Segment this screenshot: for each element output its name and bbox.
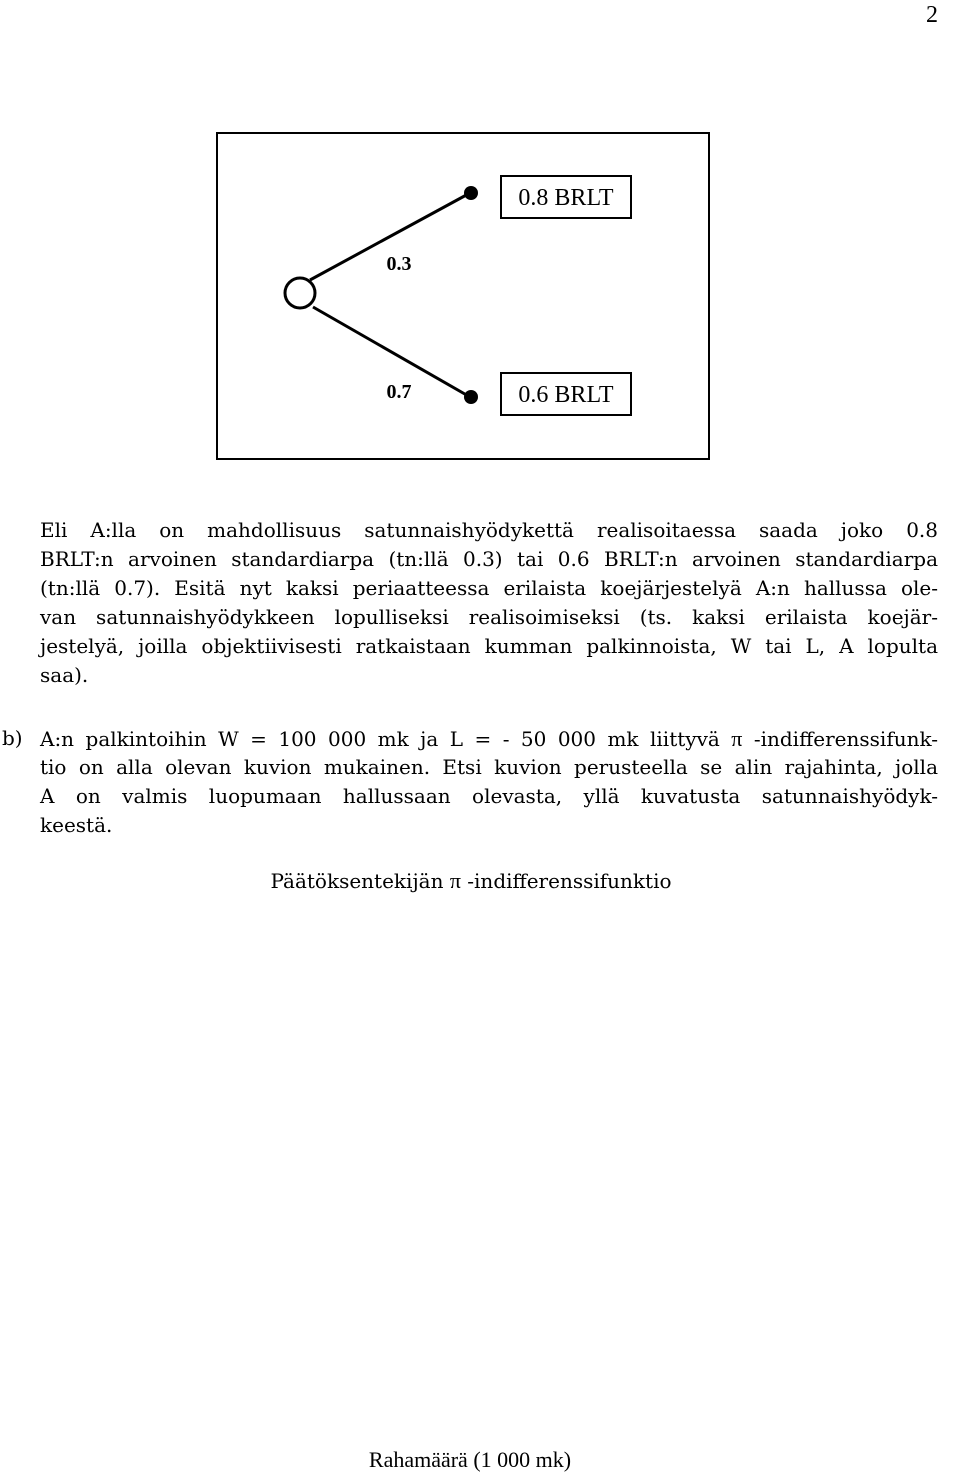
probability-low-label: 0.7 <box>386 381 412 403</box>
task-text: A:n palkintoihin W = 100 000 mk ja L = - 50 000 mk liittyvä <box>40 727 720 751</box>
paragraph-line: jestelyä, joilla objektiivisesti ratkaistaan kumman palkinnoista, W tai L, A lopulta <box>40 634 938 658</box>
paragraph-task-b <box>40 724 938 840</box>
paragraph-line <box>40 724 938 753</box>
task-text: -indifferenssifunk- <box>753 727 939 751</box>
outcome-node-high <box>464 186 478 200</box>
page-number: 2 <box>926 2 938 28</box>
paragraph-line: keestä. <box>40 813 113 837</box>
paragraph-line: BRLT:n arvoinen standardiarpa (tn:llä 0.3) tai 0.6 BRLT:n arvoinen standardiarpa <box>40 547 938 571</box>
chance-node <box>285 278 315 308</box>
item-marker-b: b) <box>2 726 23 750</box>
paragraph-line: Eli A:lla on mahdollisuus satunnaishyödykettä realisoitaessa saada joko 0.8 <box>40 518 938 542</box>
x-axis-label: Rahamäärä (1 000 mk) <box>368 1447 572 1472</box>
paragraph-line: saa). <box>40 663 89 687</box>
prize-low-label: 0.6 BRLT <box>518 382 614 408</box>
paragraph-line: (tn:llä 0.7). Esitä nyt kaksi periaatteessa erilaista koejärjestelyä A:n hallussa ole- <box>40 576 938 600</box>
caption-text: Päätöksentekijän <box>270 869 444 893</box>
pi-symbol: π <box>449 868 461 893</box>
paragraph-line: A on valmis luopumaan hallussaan olevasta, yllä kuvatusta satunnaishyödyk- <box>40 784 938 808</box>
paragraph-line: van satunnaishyödykkeen lopulliseksi realisoimiseksi (ts. kaksi erilaista koejär- <box>40 605 938 629</box>
prize-high-label: 0.8 BRLT <box>518 185 614 211</box>
paragraph-lottery-description <box>40 516 938 690</box>
paragraph-line: tio on alla olevan kuvion mukainen. Etsi kuvion perusteella se alin rajahinta, jolla <box>40 755 938 779</box>
outcome-node-low <box>464 390 478 404</box>
lottery-tree-diagram <box>0 0 960 470</box>
figure-caption <box>0 866 942 896</box>
caption-text: -indifferenssifunktio <box>467 869 672 893</box>
pi-symbol: π <box>731 726 743 751</box>
probability-high-label: 0.3 <box>386 253 412 275</box>
